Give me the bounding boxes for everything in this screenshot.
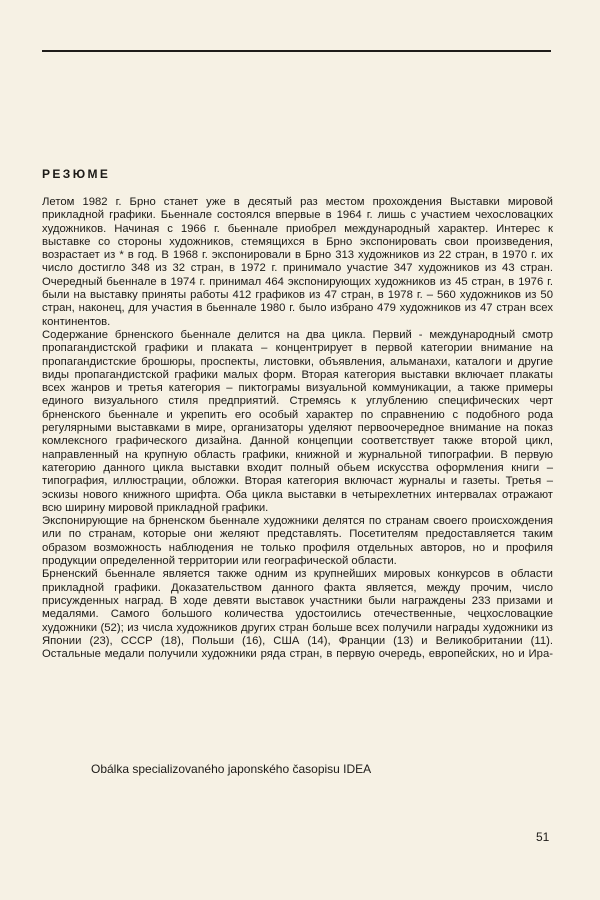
page-number: 51 bbox=[536, 830, 550, 844]
section-heading: РЕЗЮМЕ bbox=[42, 167, 111, 181]
image-caption: Obálka specializovaného japonského časopisu IDEA bbox=[91, 762, 372, 776]
summary-body bbox=[42, 196, 553, 661]
paragraph-structure: Содержание брненского бьеннале делится на два цикла. Первий - международный смотр пропагандистской графики и плаката – концентрирует в первой категории внимание на пропагандистские брошюры, проспекты, листовки, объявления, альманахи, каталоги и другие виды пропагандистской графики малых форм. Вторая категория выставки включает плакаты всех жанров и третья категория – пиктограмы визуальной коммуникации, а также примеры единого визуального стиля предприятий. Стремясь к углублению специфических черт брненского бьеннале и укрепить его особый характер по справнению с подобного рода регулярными выставками в мире, организаторы уделяют первоочередное внимание на показ комлексного графического дизайна. Данной концепции соответствует также второй цикл, направленный на крупную область графики, книжной и журнальной типографии. В первую категорию данного цикла выставки входит полный обьем искусства оформления книги – типография, иллюстрации, обложки. Вторая категория включаст журналы и газеты. Третья – эскизы нового книжного шрифта. Оба цикла выставки в четырехлетних интервалах отражают всю ширину мировой прикладной графики. bbox=[42, 328, 553, 514]
paragraph-history: Летом 1982 г. Брно станет уже в десятый раз местом прохождения Выставки мировой прикладной графики. Бьеннале состоялся впервые в 1964 г. лишь с участием чехословацких художников. Начиная с 1966 г. бьеннале приобрел международный характер. Интерес к выставке со стороны художников, стемящихся в Брно экспонировать свои произведения, возрастает из * в год. В 1968 г. экспонировали в Брно 313 художников из 22 стран, в 1970 г. их число достигло 348 из 32 стран, в 1972 г. принимало участие 347 художников из 43 стран. Очередный бьеннале в 1974 г. принимал 464 экспонирующих художников из 45 стран, в 1976 г. были на выставку приняты работы 412 графиков из 47 стран, в 1978 г. – 560 художников из 50 стран, наконец, для участия в бьеннале 1980 г. было избрано 479 художников из 47 стран всех континентов. bbox=[42, 196, 553, 328]
paragraph-awards: Брненский бьеннале является также одним из крупнейших мировых конкурсов в области прикладной графики. Доказательством данного факта является, между прочим, число присужденных наград. В ходе девяти выставок участники были награждены 233 призами и медалями. Самого большого количества удостоились отечественные, чецхословацкие художники (52); из числа художников других стран больше всех получили награды художники из Японии (23), СССР (18), Польши (16), США (14), Франции (13) и Великобритании (11). Остальные медали получили художники ряда стран, в первую очередь, европейских, но и Ира- bbox=[42, 568, 553, 661]
paragraph-countries: Экспонирующие на брненском бьеннале художники делятся по странам своего происхождения или по странам, которые они желяют представлять. Посетителям предоставляется таким образом возможность наблюдения не только профиля отдельных авторов, но и профиля продукции определенной территории или географической области. bbox=[42, 515, 553, 568]
top-rule bbox=[42, 50, 551, 52]
